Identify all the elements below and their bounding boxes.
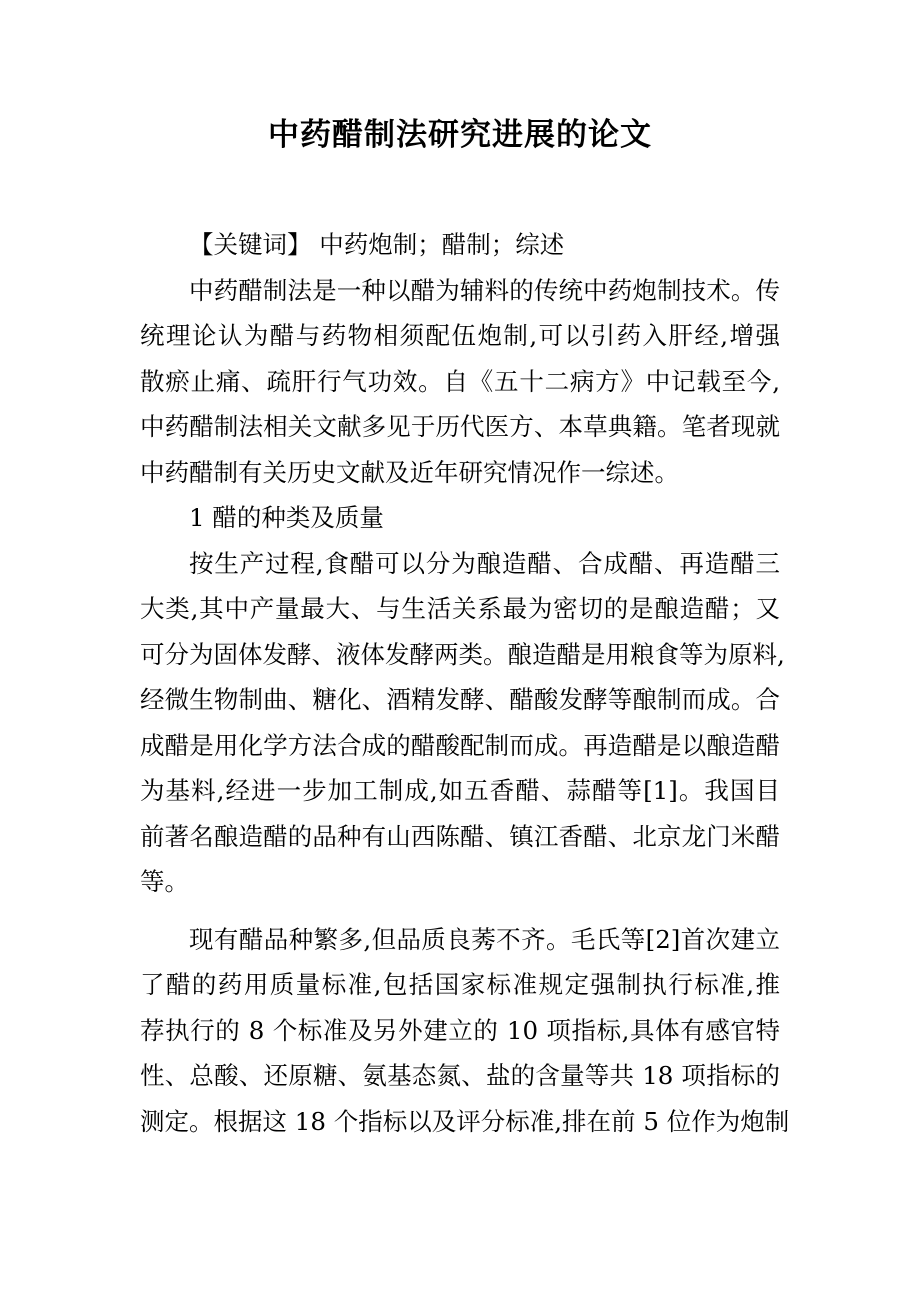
paragraph-line: 成醋是用化学方法合成的醋酸配制而成。再造醋是以酿造醋	[140, 730, 780, 760]
paragraph-quality	[140, 917, 790, 1145]
paragraph-line: 荐执行的 8 个标准及另外建立的 10 项指标,具体有感官特	[140, 1015, 780, 1045]
paragraph-vinegar-types	[140, 541, 785, 905]
section-heading: 1 醋的种类及质量	[189, 503, 384, 532]
paragraph-line: 散瘀止痛、疏肝行气功效。自《五十二病方》中记载至今,	[140, 366, 780, 396]
paragraph-line: 现有醋品种繁多,但品质良莠不齐。毛氏等[2]首次建立	[189, 924, 780, 954]
paragraph-intro	[140, 268, 780, 496]
paragraph-line: 中药醋制法相关文献多见于历代医方、本草典籍。笔者现就	[140, 412, 780, 441]
paragraph-line: 前著名酿造醋的品种有山西陈醋、镇江香醋、北京龙门米醋	[140, 821, 780, 851]
document-body	[140, 222, 790, 1144]
paragraph-line: 按生产过程,食醋可以分为酿造醋、合成醋、再造醋三	[189, 548, 780, 578]
paragraph-line: 测定。根据这 18 个指标以及评分标准,排在前 5 位作为炮制	[140, 1106, 790, 1136]
paragraph-line: 性、总酸、还原糖、氨基态氮、盐的含量等共 18 项指标的	[140, 1061, 780, 1090]
document-title: 中药醋制法研究进展的论文	[268, 117, 652, 153]
paragraph-line: 等。	[140, 867, 189, 896]
paragraph-gap	[140, 905, 780, 917]
keywords-line: 【关键词】 中药炮制；醋制；综述	[189, 230, 565, 259]
paragraph-line: 大类,其中产量最大、与生活关系最为密切的是酿造醋；又	[140, 594, 780, 623]
paragraph-line: 经微生物制曲、糖化、酒精发酵、醋酸发酵等酿制而成。合	[140, 685, 780, 714]
paragraph-line: 中药醋制有关历史文献及近年研究情况作一综述。	[140, 457, 679, 487]
paragraph-line: 为基料,经进一步加工制成,如五香醋、蒜醋等[1]。我国目	[140, 776, 780, 805]
paragraph-line: 统理论认为醋与药物相须配伍炮制,可以引药入肝经,增强	[140, 321, 780, 350]
paragraph-line: 中药醋制法是一种以醋为辅料的传统中药炮制技术。传	[189, 275, 780, 305]
paragraph-line: 了醋的药用质量标准,包括国家标准规定强制执行标准,推	[140, 970, 780, 999]
paragraph-line: 可分为固体发酵、液体发酵两类。酿造醋是用粮食等为原料,	[140, 639, 785, 669]
